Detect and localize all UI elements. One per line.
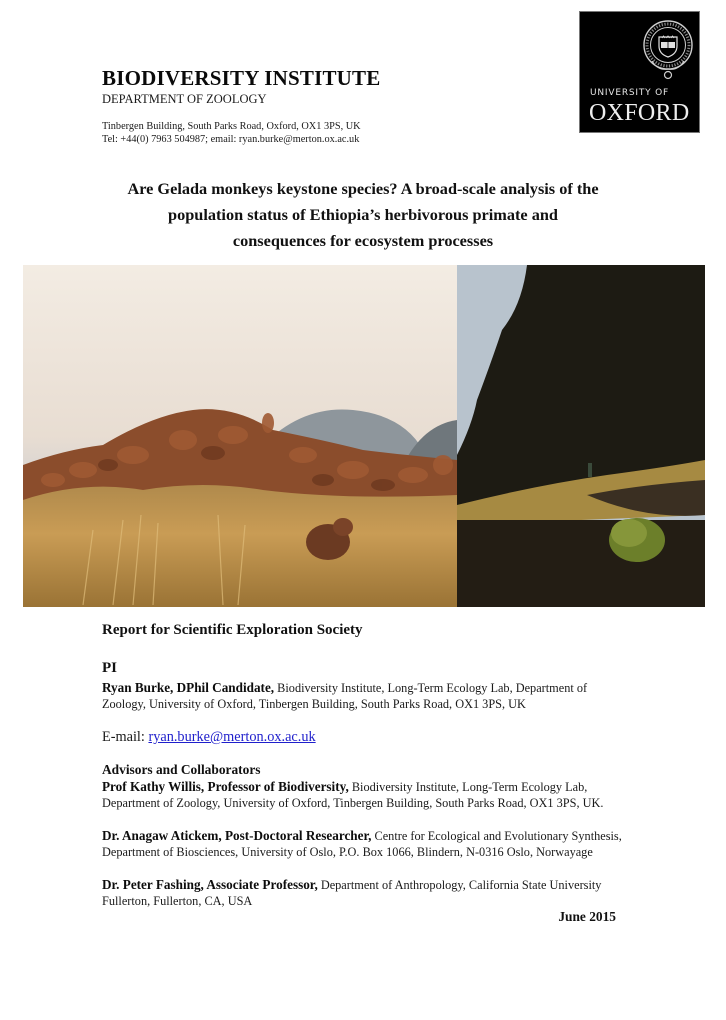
department-name: DEPARTMENT OF ZOOLOGY xyxy=(102,92,267,106)
advisor-entry xyxy=(102,877,622,909)
report-recipient: Report for Scientific Exploration Society xyxy=(102,622,363,638)
logo-oxford: OXFORD xyxy=(589,100,690,126)
advisor-name: Dr. Anagaw Atickem, Post-Doctoral Researcher, xyxy=(102,828,372,843)
address-line: Tinbergen Building, South Parks Road, Oxford, OX1 3PS, UK xyxy=(102,121,361,132)
contact-line: Tel: +44(0) 7963 504987; email: ryan.burke@merton.ox.ac.uk xyxy=(102,133,360,145)
advisors-heading: Advisors and Collaborators xyxy=(102,762,261,777)
institute-name: BIODIVERSITY INSTITUTE xyxy=(102,66,381,90)
institute-address xyxy=(102,121,361,146)
email-label: E-mail: xyxy=(102,729,149,745)
pi-entry xyxy=(102,680,622,712)
oxford-logo xyxy=(579,11,700,133)
pi-affiliation: Biodiversity Institute, Long-Term Ecology Lab, Department of Zoology, University of Oxford, Tinbergen Building, South Parks Road, OX1 3PS, UK xyxy=(102,681,588,712)
advisor-affiliation: Biodiversity Institute, Long-Term Ecology Lab, Department of Zoology, University of Oxford, Tinbergen Building, South Parks Road, OX1 3PS, UK. xyxy=(102,780,604,811)
title-line-2: population status of Ethiopia’s herbivorous primate and xyxy=(168,205,558,224)
advisor-name: Prof Kathy Willis, Professor of Biodiversity, xyxy=(102,779,349,794)
advisor-entry xyxy=(102,828,622,860)
title-line-1: Are Gelada monkeys keystone species? A broad-scale analysis of the xyxy=(127,179,599,198)
cliff-terraced-field-photo xyxy=(457,265,705,607)
document-title xyxy=(80,176,646,254)
pi-name: Ryan Burke, DPhil Candidate, xyxy=(102,680,275,695)
advisor-name: Dr. Peter Fashing, Associate Professor, xyxy=(102,877,318,892)
gelada-herd-grassland-photo xyxy=(23,265,457,607)
report-date: June 2015 xyxy=(558,909,616,924)
title-line-3: consequences for ecosystem processes xyxy=(232,231,494,250)
advisor-affiliation: Department of Anthropology, California State University Fullerton, Fullerton, CA, USA xyxy=(102,878,602,909)
pi-email-link[interactable]: ryan.burke@merton.ox.ac.uk xyxy=(148,729,316,745)
pi-email-line xyxy=(102,729,316,746)
logo-university-of: UNIVERSITY OF xyxy=(590,88,669,98)
pi-heading: PI xyxy=(102,660,117,676)
oxford-crest-icon xyxy=(640,15,696,83)
advisor-entry xyxy=(102,779,622,811)
advisor-affiliation: Centre for Ecological and Evolutionary Synthesis, Department of Biosciences, University of Oslo, P.O. Box 1066, Blindern, N-0316 Oslo, Norwayage xyxy=(102,829,622,860)
